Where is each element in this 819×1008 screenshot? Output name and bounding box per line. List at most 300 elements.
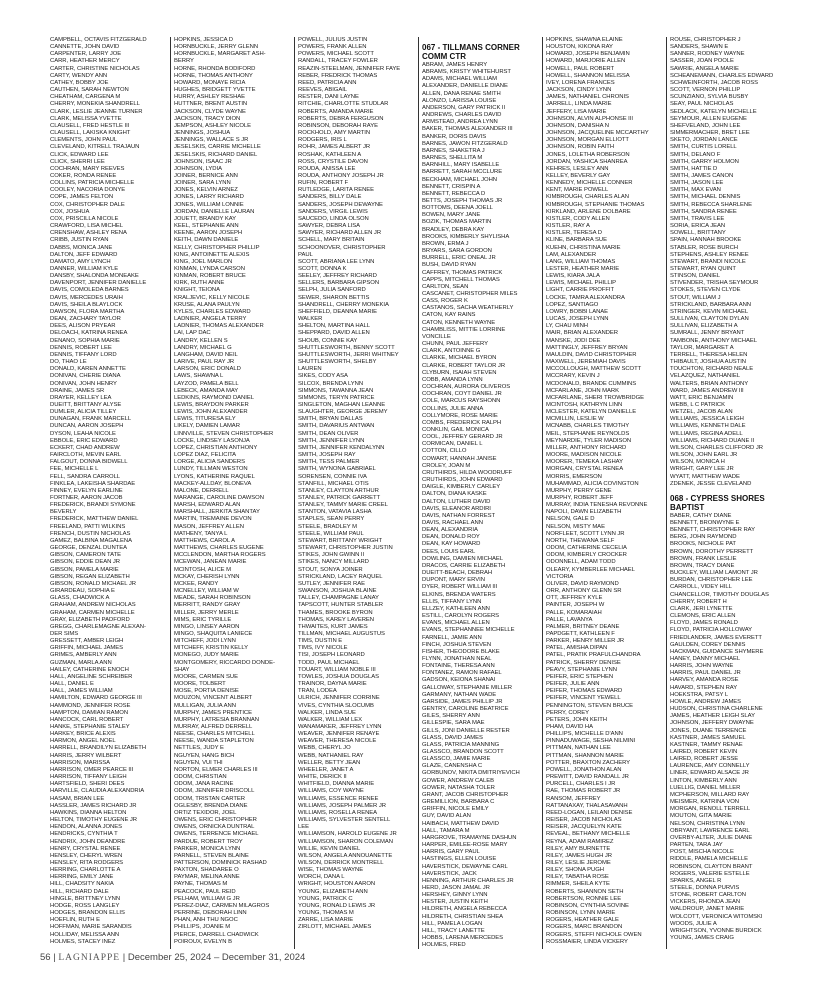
name-entry: RESTER, DANI LAYNE — [298, 94, 359, 101]
name-entry: HURRY, ASHLEY RESHAE — [174, 94, 246, 101]
name-entry: KIRKLAND, ARLENE DOLBARE — [546, 208, 631, 215]
name-entry: JARRELL, LINDA MARIE — [546, 101, 612, 108]
name-entry: FREELAND, PATTI WILKINS — [50, 523, 126, 530]
name-entry: WANAMAKER, JEFFREY LYNN — [298, 724, 382, 730]
name-entry: WILLIAMS, SYLVESTER SENTELL — [298, 817, 391, 824]
name-entry: REBER, FREDRICK THOMAS — [298, 72, 378, 79]
name-entry: WEAVER, THERESA NICOLE — [298, 738, 377, 745]
name-entry: MCINTOSH, ALICE M — [174, 566, 231, 573]
name-entry: WILLIAMS, ROSELLA RENEA — [298, 809, 378, 816]
name-entry: NORTH, THEWANA SELF — [546, 537, 615, 544]
name-entry: MURPHY, PERRY GENE — [546, 487, 612, 494]
name-entry: CLAUSELL, FRED HESTLE III — [50, 122, 130, 129]
name-entry: DUMLER, ALICIA TILLEY — [50, 409, 117, 416]
name-entry: DAVIS, RACHAEL ANN — [422, 520, 483, 526]
name-entry: LINTON, KIMBERLY ANN — [670, 777, 737, 784]
name-entry: ODOM, CATHERINE CECELIA — [546, 545, 627, 552]
name-entry: VICKERS, RHONDA JEAN — [670, 899, 741, 906]
issue-dates: December 25, 2024 – December 31, 2024 — [127, 952, 306, 963]
name-entry: SAUCEDO, LINDA OLSON — [298, 215, 369, 222]
name-entry: BROWN, FRANK LESLIE — [670, 555, 737, 562]
name-entry: CLEMENTS, JOHN PAUL — [50, 137, 118, 144]
name-entry: ODOM, CHRISTIAN — [174, 774, 227, 781]
name-entry: MURPHY, LATRESIA BRANNAN — [174, 716, 259, 723]
name-entry: PALLE, KOMARAIAH — [546, 609, 602, 616]
name-entry: JOUETT, BRANDY KAY — [174, 215, 237, 222]
name-entry: SELPH, JULIA SANFORD — [298, 287, 366, 294]
name-entry: TAYLOR, MARGARET A — [670, 344, 734, 351]
name-entry: PATEL, AMISHA DIPAN — [546, 645, 608, 652]
name-entry: SEELEY, JEFFREY RICHARD — [298, 273, 377, 280]
name-entry: CHEATHAM, CARGENA M — [50, 94, 121, 101]
name-entry: JONES, WILLIAM LONNIE — [174, 201, 244, 208]
name-entry: MORGAN, RENOLL TERRELL — [670, 806, 751, 813]
name-entry: CASCANET, CHRISTOPHER MILES — [422, 291, 518, 297]
name-entry: DEAN, ALEXANDRIA — [422, 527, 478, 534]
name-entry: BOZIK, THOMAS MARTIN — [422, 219, 492, 226]
name-entry: HENRY, CRYSTAL RENEE — [50, 845, 121, 852]
name-entry: RITCHIE, CHARLOTTE STUDLAR — [298, 101, 389, 108]
name-entry: HORNE, RHONDA BODIFORD — [174, 65, 256, 72]
name-entry: GAULDEN, COREY DENNIS — [670, 641, 746, 648]
name-entry: PARTEN, TARA JAY — [670, 842, 723, 849]
name-entry: RIMMER, SHEILA KYTE — [546, 881, 610, 888]
name-entry: WILLIAMS, JOSEPH PALMER JR — [298, 802, 386, 809]
name-entry: MAULDIN, DAVID CHRISTOPHER — [546, 351, 637, 358]
name-entry: ROGERS, VALERIE ESTELLE — [670, 870, 750, 877]
name-entry: HARVEY, AMANDA ROSE — [670, 677, 739, 684]
name-entry: KISTLER, CODY ALLEN — [546, 215, 610, 222]
name-entry: BROOKS, NICHOLE PAT — [670, 541, 736, 548]
name-entry: GLASS, DAVID JAMES — [422, 734, 483, 741]
name-entry: HALL, TAMARA M — [422, 827, 470, 834]
name-entry: SMITH, DEAN OLIVER — [298, 430, 359, 437]
name-entry: BENNETT, REBECCA D — [422, 190, 486, 197]
name-entry: WILSON, DERRICK MONTRELL — [298, 859, 384, 866]
name-entry: FARNELL, JAMIE ANN — [422, 634, 482, 641]
name-entry: KELLEY, BEVERLY GAY — [546, 172, 611, 179]
name-entry: ANDREWS, CHARLES DAVID — [422, 112, 502, 119]
name-entry: MATTINGLY, JEFFREY BRYAN — [546, 344, 628, 351]
name-entry: CORMICAN, DANIEL L — [422, 441, 483, 448]
name-entry: CLYBURN, ISAIAH STEVEN — [422, 369, 497, 376]
name-entry: GIBSON, REGAN ELIZABETH — [50, 573, 130, 580]
name-entry: MURPHY, ROBERT JEFF — [546, 495, 614, 501]
name-entry: ULRICH, JENNIFER CORRINE — [298, 695, 380, 702]
name-entry: GIBSON, RONALD MICHAEL JR — [50, 580, 136, 587]
name-entry: POWELL, JULIUS JUSTIN — [298, 37, 368, 43]
name-entry: KLINE, BARBARA SUE — [546, 237, 607, 244]
name-entry: SHOUB, CONNIE KAY — [298, 337, 358, 344]
name-entry: CHUNN, PAUL JEFFERY — [422, 341, 489, 348]
name-entry: SMITH, JAMES CANON — [670, 172, 734, 179]
name-entry: ROBINSON, CLAYTON BRANT — [670, 863, 753, 870]
name-entry: DRAYER, KELLEY LEA — [50, 394, 112, 401]
name-entry: HOLLIDAY, MELISSA ANN — [50, 931, 120, 938]
name-entry: BRADLEY, DEBRA KAY — [422, 226, 485, 233]
name-entry: GRANT, JACOB CHRISTOPHER — [422, 791, 509, 798]
name-entry: OBRYANT, LAWRENCE EARL — [670, 827, 750, 834]
name-entry: STEELE, BRADLEY M — [298, 523, 357, 530]
name-entry: KASTNER, JAMES SAMUEL — [670, 734, 746, 741]
name-entry: ZIRLOTT, MICHAEL JAMES — [298, 924, 372, 931]
name-entry: MOORE, CARMEN SUE — [174, 673, 238, 680]
name-entry: KINMAN, ROBERT BRUCE — [174, 273, 246, 280]
name-entry: MEADE, SARAH ROBINSON — [174, 595, 251, 602]
name-entry: STRICKLAND, BARBARA ANN — [670, 301, 752, 308]
name-entry: LIGHT, CARRIE PROFFIT — [546, 287, 615, 294]
name-entry: LINNVILLE, STEVEN CHRISTOPHER — [174, 430, 274, 437]
name-entry: MURPHY, JAMES PRENTICE — [174, 709, 252, 716]
name-entry: SIMMERMACHER, BRET LEE — [670, 130, 750, 137]
name-entry: LOPEZ, SANTIAGO — [546, 301, 599, 308]
name-entry: SMITH, MICHAEL DENNIS — [670, 194, 741, 201]
name-entry: JONES, LARRY RICHARD — [174, 194, 244, 201]
name-entry: HORNBUCKLE, MARGARET ASH- — [174, 51, 266, 58]
name-entry: KENNEDY, MICHELLE CONNER — [546, 180, 633, 187]
name-entry: SHELTON, MARTINA HALL — [298, 323, 370, 330]
name-entry: NEESE, CHARLES MITCHELL — [174, 731, 255, 738]
name-entry: STEWART, BRITTANY WRIGHT — [298, 537, 382, 544]
name-list-columns — [50, 37, 802, 949]
name-entry: MIMS, ERIC TYRILLE — [174, 616, 232, 623]
name-entry: CRIBB, JUSTIN RYAN — [50, 237, 109, 244]
name-entry: WHEELER, JANET A — [298, 766, 354, 773]
name-entry: HANCOCK, CARL ROBERT — [50, 716, 124, 723]
name-entry: DOWLING, DAMIEN MICHAEL — [422, 555, 503, 562]
name-entry: GOWER, NATASHA TOLER — [422, 784, 495, 791]
name-entry: OTT, JEFFREY KYLE — [546, 595, 603, 602]
name-entry: NGUYEN, VUI THI — [174, 759, 223, 766]
name-entry: CRENSHAW, ASHLEY RENA — [50, 230, 127, 237]
name-entry: HOEFLIN, RUTH E — [50, 917, 100, 924]
name-entry: HOLMES, FRED — [422, 942, 466, 949]
name-entry: LUNDY, TILLMAN WESTON — [174, 466, 248, 473]
name-entry: KIMBROUGH, CHARLES ALAN — [546, 194, 629, 201]
name-entry: CLICK, SHERRI LEE — [50, 158, 105, 165]
name-entry: WRIGHT, GARY LEE JR — [670, 466, 734, 473]
name-entry: COKER, RONDA RENEE — [50, 172, 117, 179]
name-entry: GLASSCO, JAMIE MARIE — [422, 756, 491, 763]
page-footer — [40, 952, 305, 963]
name-entry: STOUT, SONYA JOINER — [298, 566, 363, 573]
name-entry: WALDROUP, JANET MARIE — [670, 906, 745, 913]
name-entry: FREDERICK, BRANDI SYMONE — [50, 502, 136, 509]
name-entry: CLARKE, MICHAEL BYRON — [422, 355, 497, 362]
name-entry: JEMPSON, ASHLEY NICOLE — [174, 122, 252, 129]
name-entry: ODOM, TRISTAN CARTER — [174, 795, 246, 802]
name-entry: SORIA, ERICA JEAN — [670, 223, 726, 230]
name-entry: TODD, PAUL MICHAEL — [298, 659, 360, 666]
name-entry: RUFIN, ROBERT F — [298, 180, 349, 187]
name-entry: HILDRETH, ANGELA REBECCA — [422, 906, 507, 913]
name-entry: BENNETT, BRONWYNE E — [670, 520, 740, 526]
name-entry: TILLMAN, MICHAEL AUGUSTUS — [298, 630, 385, 637]
name-entry: STEELE, WILLIAM PAUL — [298, 530, 364, 537]
name-entry: REISER, JACQUELYN KATE — [546, 824, 622, 831]
name-entry: MACKEY-ALLDAY, BLONEVA — [174, 480, 252, 487]
name-entry: HOPKINS, SHAWNA ELAINE — [546, 37, 623, 43]
name-entry: GILES, SHERRY ANN — [422, 713, 480, 720]
name-entry: DENNIS, ROBERT LEE — [50, 344, 112, 351]
name-entry: HARRISON, TIFFANY LEIGH — [50, 774, 127, 781]
name-entry: FONTANEZ, RAMON RAFAEL — [422, 670, 502, 677]
name-entry: PIERCE, DARRELL CHADWICK — [174, 931, 259, 938]
name-entry: EBBOLE, ERIC EDWARD — [50, 437, 118, 444]
name-entry: WALKER, WILLIAM LEX — [298, 716, 362, 723]
name-entry: DEES, LOUIS EARL — [422, 548, 476, 555]
name-entry: CATON, KAY RAINS — [422, 312, 476, 319]
name-entry: PALLE, LAVANYA — [546, 616, 593, 623]
name-entry: PEREZ-DIAZ, CARMEN MILAGROS — [174, 902, 270, 909]
name-entry: HARRISON, MARISSA — [50, 759, 111, 766]
name-entry: KNIGHT, TEIONA — [174, 287, 220, 294]
name-entry: CLAUSELL, LAKISKA KNIGHT — [50, 130, 131, 137]
name-entry: JESELSKIS, RICHARD DANIEL — [174, 151, 258, 158]
name-entry: DENNIS, TIFFANY LORD — [50, 351, 117, 358]
name-entry: LEDKINS, RAYMOND DANIEL — [174, 394, 254, 401]
name-entry: LOCKE, TAMRA ALEXANDRA — [546, 294, 625, 301]
name-entry: MCLESTER, KATELYN DANIELLE — [546, 409, 637, 416]
name-entry: NORTON, ELMER CHARLES III — [174, 766, 258, 773]
name-entry: TOUART, WILLIAM NOBLE III — [298, 666, 376, 673]
name-entry: WILLIAMSON, SHARON COLEMAN — [298, 838, 393, 845]
name-entry: WILLIAMS, RICHARD DUANE II — [670, 437, 755, 444]
name-entry: GRESSETT, AMBER LEIGH — [50, 638, 124, 645]
name-entry: STANLEY, CLAYTON ARTHUR — [298, 487, 379, 494]
name-entry: JAMES, HEATHER LEIGH SLAY — [670, 713, 755, 720]
name-entry: FELL, SANDRA CARROLL — [50, 473, 121, 480]
name-entry: WARD, JAMES ANDREW III — [670, 387, 744, 394]
name-entry: CRUTHIRDS, JOHN EDWARD — [422, 477, 503, 484]
name-entry: WALTERS, BRIAN ANTHONY — [670, 380, 749, 387]
name-entry: LAIRED, ROBERT JESSE — [670, 756, 739, 763]
name-entry: STANTON, VATAVIA LASHA — [298, 509, 372, 516]
name-entry: PATEL, PRATIK PRAFULCHANDRA — [546, 652, 641, 659]
name-entry: JORDAN, YASHICA SHANREA — [546, 158, 628, 165]
name-entry: KEHRES, LESLEY ANN — [546, 165, 609, 172]
name-entry: HARVILLE, CLAUDIA ALEXANDRIA — [50, 788, 145, 795]
name-entry: KIMBROUGH, STEPHANIE THOMAS — [546, 201, 645, 208]
name-entry: MOSE, PORTIA DENISE — [174, 688, 239, 695]
name-entry: SHUTTLESWORTH, BENNY SCOTT — [298, 344, 395, 351]
name-entry: LANGHAM, DAVID NEIL — [174, 351, 238, 358]
name-entry: GRAY, ELIZABETH PADFORD — [50, 616, 130, 623]
name-entry: STEELE, DONNA PURVIS — [670, 884, 740, 891]
name-entry: SAWRIE, ANGELA MARIE — [670, 65, 739, 72]
name-entry: COLLINS, PATRICIA MICHELLE — [50, 180, 135, 187]
name-entry: REED, PATRICIA ANN — [298, 79, 357, 86]
name-entry: PAYMAR, MELINA ANNE — [174, 874, 240, 881]
name-entry: TIMS, DUSTIN E — [298, 638, 343, 645]
name-entry: VIVES, CYNTHIA SLOCUMB — [298, 702, 374, 709]
name-entry: BERG, JOHN RAYMOND — [670, 534, 737, 541]
name-entry: PHILLIPS, JOANIE M — [174, 924, 231, 931]
name-entry: KISTLER, RAY A — [546, 223, 590, 230]
name-entry: DAVIS, MERCEDES URAIH — [50, 294, 123, 301]
name-entry: DELOACH, KATRINA RENEA — [50, 330, 128, 337]
name-entry: CLEVELAND, KITRELL TRAJAUN — [50, 144, 140, 151]
name-entry: WILLIAMS, JESSICA LEIGH — [670, 416, 744, 423]
name-entry: ROSSMAIER, LINDA VICKERY — [546, 938, 628, 945]
name-entry: WILSON, MONICA H — [670, 459, 725, 466]
name-entry: KIRK, RUTH ANNE — [174, 280, 225, 287]
name-entry: COX, CHRISTOPHER DALE — [50, 201, 125, 208]
name-entry: JONES, LOLETHA ROBERSON — [546, 151, 630, 158]
name-entry: CAMPBELL, OCTAVIS FITZGERALD — [50, 37, 147, 43]
name-entry: OVERBY-ALTER, JULIE DIANE — [670, 834, 753, 841]
name-entry: FLOYD, JAMES RONALD — [670, 620, 738, 627]
name-entry: IVEY, LORENA FRANCES — [546, 79, 615, 86]
name-entry: CLEMONS, ERIC ALLEN — [670, 613, 736, 620]
name-entry: COMBS, FREDERICK RALPH — [422, 419, 502, 426]
name-entry: ELKINS, BRENDA WATERS — [422, 591, 496, 598]
name-entry: PARKER, MONICA LYNN — [174, 845, 241, 852]
name-entry: BENNETT, CRISPIN A — [422, 183, 481, 190]
name-entry: LUELLIG, DANIEL MILLER — [670, 784, 741, 791]
name-entry: MITCHEFF, KRISTIN KELLY — [174, 645, 249, 652]
name-entry: FLOYD, PATRICIA HOLLOWAY — [670, 627, 753, 634]
name-entry: REVEAL, BETHANY MICHELLE — [546, 831, 631, 838]
name-entry: HAMPTON, DAMIAN RAMON — [50, 709, 129, 716]
name-entry: BROWN, DOROTHY PERRETT — [670, 548, 754, 555]
name-entry: GLASS, PATRICIA MANNING — [422, 741, 500, 748]
name-entry: SCHEANEMANN, CHARLES EDWARD — [670, 72, 774, 79]
name-entry: GIBSON, EDDIE DEAN JR — [50, 559, 120, 566]
name-entry: ODOM, JENNIFER DRISCOLL — [174, 788, 255, 795]
name-entry: JESELSKIS, CARRIE MICHELLE — [174, 144, 261, 151]
name-entry: BURDAN, CHRISTOPHER LEE — [670, 577, 753, 584]
name-entry: SIMMONS, TERYN PATRICE — [298, 394, 375, 401]
name-entry: DYSON, LEAHA NICOLE — [50, 430, 116, 437]
name-entry: HOLMES, STACEY INEZ — [50, 938, 116, 945]
name-entry: SCHOONOVER, CHRISTOPHER — [298, 244, 386, 251]
name-entry: SIKES, CODY ASA — [298, 373, 348, 380]
name-entry: KISTLER, TERESA D — [546, 230, 603, 237]
name-entry: PALMER, BRITNEY DEANE — [546, 623, 620, 630]
name-entry: WALKER, LINDA SUE — [298, 709, 356, 716]
name-entry: TISI, JOSEPH LEONARD — [298, 652, 365, 659]
name-entry: JACKSON, TRACY DION — [174, 115, 241, 122]
name-entry: BRYARS, SARA GORDON — [422, 248, 492, 255]
name-entry: SMITH, WYNONA GABRIAEL — [298, 466, 376, 473]
name-entry: WOLCOTT, VERONICA WITOMSKI — [670, 913, 763, 920]
name-entry: WORCH, DANA L — [298, 874, 345, 881]
name-entry: MATTHEWS, CAROL A — [174, 537, 236, 544]
name-entry: VICTORIA — [546, 573, 574, 580]
name-entry: PITTMAN, NATHAN LEE — [546, 745, 611, 752]
name-entry: MATTHEWS, CHARLES EUGENE — [174, 545, 264, 552]
name-entry: REISER, JACOB NICHOLAS — [546, 817, 622, 824]
name-entry: JOHNSON, ALVIN ALPHONSE III — [546, 115, 633, 122]
name-entry: BOWEN, MARY JANE — [422, 212, 481, 219]
name-entry: PARKER, HENRY MILLER JR — [546, 638, 625, 645]
name-entry: KING, ANTOINETTE ALEXIS — [174, 251, 250, 258]
name-entry: GLAZE, CANENSHA C — [422, 763, 483, 770]
name-entry: STINSON, DANIEL — [670, 273, 720, 280]
name-entry: WETZEL, JACOB ALAN — [670, 409, 733, 416]
name-entry: SKETO, JORDAN LANCE — [670, 137, 738, 144]
name-entry: JONES, KELVIN ARNEZ — [174, 187, 238, 194]
name-entry: COPE, JAMES FELTON — [50, 194, 114, 201]
name-entry: PINNADUWAGE, SESHA NILMINI — [546, 738, 636, 745]
name-entry: LY, CHAU MINH — [546, 323, 589, 330]
name-entry: STABLER, ROSE BURCH — [670, 244, 739, 251]
name-entry: HAVERSTICK, DEWAYNE CARL — [422, 863, 508, 870]
name-entry: STEWART, CHRISTOPHER JUSTIN — [298, 545, 393, 552]
name-entry: DONIVAN, CHERIE DIANA — [50, 373, 121, 380]
name-entry: PHAN, ANH THU NGOC — [174, 917, 238, 924]
name-entry: HALL, ANGELINE SCHREIBER — [50, 673, 133, 680]
name-entry: CLARK, ANTOINNE G — [422, 348, 481, 355]
name-entry: ROCKHOLD, AMY MARTIN — [298, 130, 371, 137]
name-entry: PEIFER, THOMAS EDWARD — [546, 688, 623, 695]
name-entry: MORRIS, EMERSON — [546, 473, 602, 480]
name-entry: SHUTTLESWORTH, SHELBY — [298, 359, 377, 366]
name-entry: ROBINSON, CYNTHIA SOVINE — [546, 902, 629, 909]
name-entry: STRINGER, KEVIN MICHAEL — [670, 308, 749, 315]
name-entry: DONALD, KAREN ANNETTE — [50, 366, 126, 373]
name-entry: SHEFFIELD, DEANNA MARIE — [298, 308, 378, 315]
name-entry: MASON, JEFFREY ALLEN — [174, 523, 244, 530]
name-entry: PATTERSON, DOMINICK RASHAD — [174, 859, 267, 866]
name-entry: CHANCELLOR, TIMOTHY DOUGLAS — [670, 591, 769, 598]
name-entry: HODGES, BRANDON ELLIS — [50, 910, 125, 917]
name-entry: MEISMER, KATRINA VON — [670, 799, 739, 806]
name-entry: ROBERTS, AMANDA MARIE — [298, 108, 374, 115]
name-entry: HORNE, THOMAS ANTHONY — [174, 72, 253, 79]
name-entry: SMITH, JASON LEE — [670, 180, 724, 187]
name-entry: GOWER, ANDREW CALEB — [422, 777, 495, 784]
name-entry: HARRIS, JERRY WILBERT — [50, 752, 122, 759]
name-entry: LYONS, KATHERINE RAQUEL — [174, 473, 255, 480]
name-entry: MULLIGAN, JULIA ANN — [174, 702, 236, 709]
name-entry: MONTGOMERY, RICCARDO DONDE- — [174, 659, 275, 666]
name-entry: COLLYMORE, ROSE MARIE — [422, 412, 498, 419]
name-entry: STAPLES, SEAN PERRY — [298, 516, 365, 523]
name-entry: GILLESPIE, SARA MAE — [422, 720, 485, 727]
name-entry: WELLER, BETTY JEAN — [298, 759, 361, 766]
name-entry: SAWYER, RICHARD ALLEN JR — [298, 230, 382, 237]
name-entry: MAXWELL, JEREMIAH DAVIS — [546, 359, 626, 366]
name-entry: NETTLES, JUDY E — [174, 745, 224, 752]
name-entry: SOWELL, BRITTANY — [670, 230, 726, 237]
name-entry: HINGLE, BRITTNEY LYNN — [50, 895, 121, 902]
name-entry: CAPPS, MITCHELL THOMAS — [422, 276, 500, 283]
name-entry: HILL, RICHARD DALE — [50, 888, 109, 895]
name-entry: MAIR, BRIAN ALEXANDER — [546, 330, 618, 337]
name-entry: WILLIAMSON, HAROLD EUGENE JR — [298, 831, 397, 838]
name-entry: DONIVAN, JOHN HENRY — [50, 380, 117, 387]
name-entry: CARPENTER, LARRY JOE — [50, 51, 122, 58]
name-entry: GREGG, CHARLEMAGNE ALEXAN- — [50, 623, 146, 630]
name-entry: SMITH, DELANO F — [670, 151, 721, 158]
name-entry: OWENS, ORNICKA DUNTRAL — [174, 824, 255, 831]
name-entry: SMITH, TRAVIS LEE — [670, 215, 725, 222]
name-entry: ADAMS, MICHAEL WILLIAM — [422, 76, 497, 83]
name-entry: JOHNSON, JACQUELINE MCCARTHY — [546, 130, 649, 137]
name-entry: GRIFFIN, NICOLE EMILY — [422, 806, 489, 813]
name-entry: VELAZQUEZ, NATHANIEL — [670, 373, 740, 380]
name-entry: COX, JOSHUA — [50, 208, 90, 215]
name-entry: MEYNARDIE, TYLER MADISON — [546, 437, 632, 444]
name-entry: OWENS, TERRENCE MICHAEL — [174, 831, 259, 838]
name-column-5 — [543, 37, 667, 949]
name-entry: HASAM, BRIAN LEE — [50, 795, 105, 802]
name-entry: COTTON, CILLO — [422, 448, 467, 455]
name-entry: FRENCH, DUSTIN NICHOLAS — [50, 530, 131, 537]
name-entry: POWELL, JONATHON ALAN — [546, 766, 622, 773]
